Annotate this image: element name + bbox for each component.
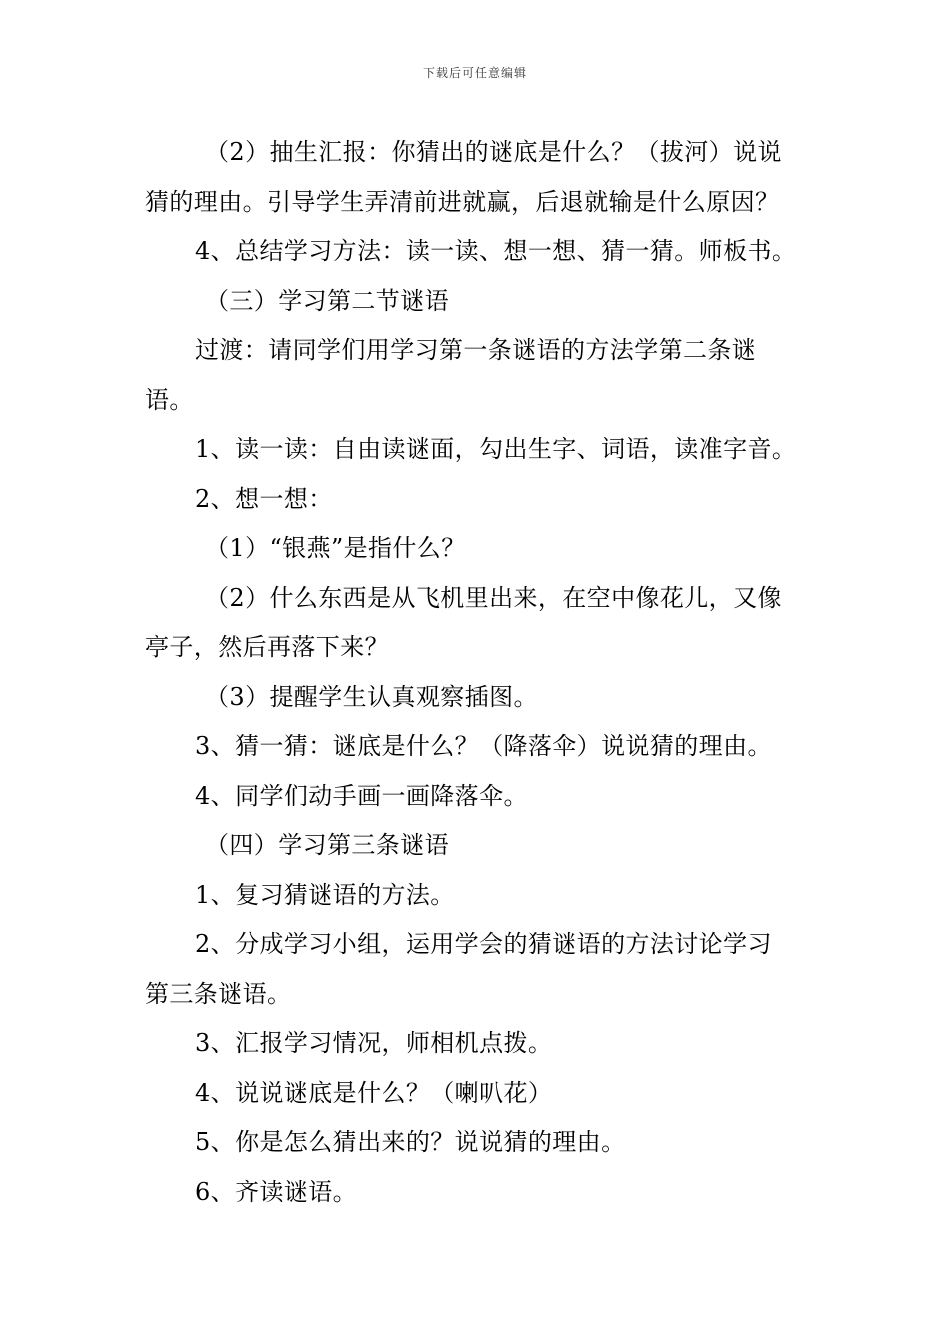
document-body bbox=[145, 128, 815, 1217]
paragraph: （2）什么东西是从飞机里出来，在空中像花儿，又像 bbox=[205, 583, 782, 612]
paragraph: 1、复习猜谜语的方法。 bbox=[195, 880, 455, 909]
paragraph: 2、想一想： bbox=[195, 484, 333, 513]
paragraph: 5、你是怎么猜出来的？说说猜的理由。 bbox=[195, 1128, 626, 1156]
paragraph: 6、齐读谜语。 bbox=[195, 1177, 358, 1206]
paragraph: 3、汇报学习情况，师相机点拨。 bbox=[195, 1029, 553, 1057]
paragraph: 4、同学们动手画一画降落伞。 bbox=[195, 781, 528, 810]
paragraph-continuation: 语。 bbox=[145, 385, 194, 414]
paragraph: （1）“银燕”是指什么？ bbox=[205, 534, 466, 562]
section-heading: （三）学习第二节谜语 bbox=[205, 286, 449, 315]
paragraph-continuation: 亭子，然后再落下来？ bbox=[145, 633, 389, 661]
paragraph-continuation: 猜的理由。引导学生弄清前进就赢，后退就输是什么原因？ bbox=[145, 187, 780, 216]
paragraph: 3、猜一猜：谜底是什么？（降落伞）说说猜的理由。 bbox=[195, 732, 772, 760]
paragraph: （2）抽生汇报：你猜出的谜底是什么？（拔河）说说 bbox=[205, 138, 782, 166]
paragraph-continuation: 第三条谜语。 bbox=[145, 979, 292, 1008]
paragraph: 4、总结学习方法：读一读、想一想、猜一猜。师板书。 bbox=[195, 237, 797, 265]
paragraph: 4、说说谜底是什么？（喇叭花） bbox=[195, 1078, 553, 1107]
paragraph: 过渡：请同学们用学习第一条谜语的方法学第二条谜 bbox=[195, 336, 757, 364]
paragraph: （3）提醒学生认真观察插图。 bbox=[205, 682, 538, 711]
paragraph: 1、读一读：自由读谜面，勾出生字、词语，读准字音。 bbox=[195, 435, 797, 463]
paragraph: 2、分成学习小组，运用学会的猜谜语的方法讨论学习 bbox=[195, 930, 772, 958]
section-heading: （四）学习第三条谜语 bbox=[205, 831, 449, 859]
page-header: 下载后可任意编辑 bbox=[422, 66, 527, 80]
